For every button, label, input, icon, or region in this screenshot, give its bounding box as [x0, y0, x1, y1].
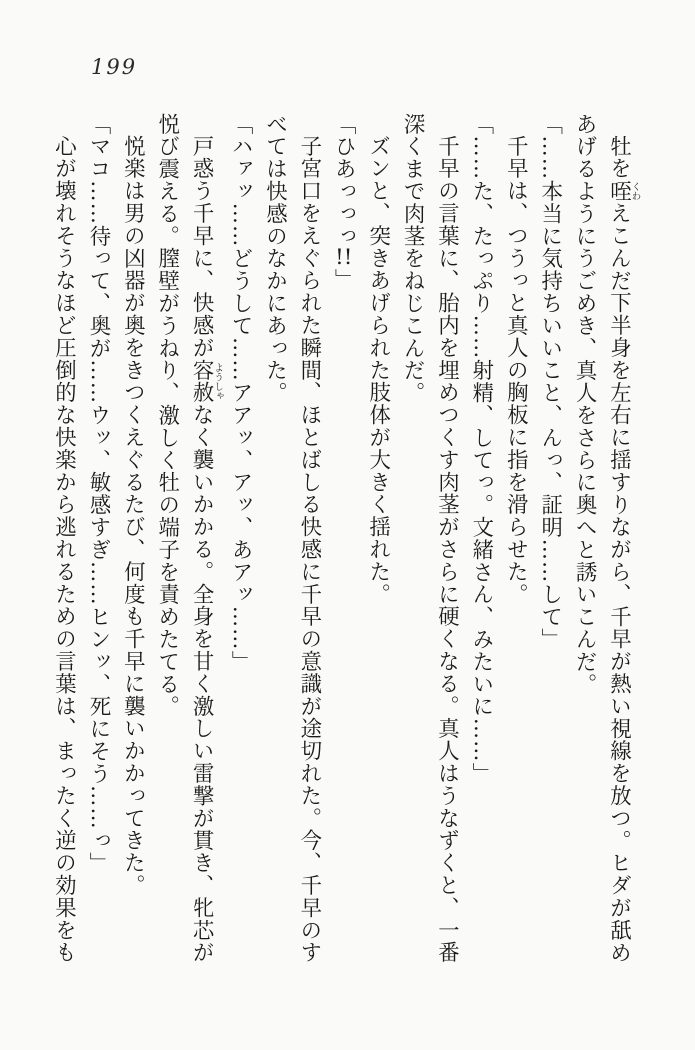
- text-line: 「……本当に気持ちいいこと、んっ、証明……して」: [537, 113, 563, 651]
- text-line: 「……た、たっぷり……射精、してっ。文緒さん、みたいに……」: [468, 113, 494, 785]
- text-line: 子宮口をえぐられた瞬間、ほとばしる快感に千早の意識が途切れた。今、千早のす: [296, 135, 322, 964]
- text-line: 千早の言葉に、胎内を埋めつくす肉茎がさらに硬くなる。真人はうなずくと、一番: [434, 135, 460, 964]
- text-line: 深くまで肉茎をねじこんだ。: [400, 113, 426, 405]
- text-line: 「マコ……待って、奥が……ウッ、敏感すぎ……ヒンッ、死にそう……っ」: [85, 113, 111, 875]
- text-line: 悦び震える。膣壁がうねり、激しく牡の端子を責めたてる。: [154, 113, 180, 718]
- page-number: 199: [91, 55, 138, 79]
- ruby-annotation: 容赦ようしゃ: [189, 359, 224, 404]
- text-line: 戸惑う千早に、快感が容赦ようしゃなく襲いかかる。全身を甘く激しい雷撃が貫き、牝芯が: [189, 135, 224, 964]
- text-line: 心が壊れそうなほど圧倒的な快楽から逃れるための言葉は、まったく逆の効果をも: [51, 135, 77, 964]
- text-line: 牡を咥くわえこんだ下半身を左右に揺すりながら、千早が熱い視線を放つ。ヒダが舐め: [606, 135, 641, 964]
- ruby-annotation: 咥くわ: [606, 179, 641, 203]
- text-line: ズンと、突きあげられた肢体が大きく揺れた。: [365, 135, 391, 606]
- tate-chu-yoko: !!: [335, 247, 353, 269]
- text-line: 「ハァッ……どうして……アアッ、アッ、あアッ……」: [228, 113, 254, 673]
- text-line: べては快感のなかにあった。: [262, 113, 288, 405]
- text-block: [46, 113, 640, 969]
- text-line: あげるようにうごめき、真人をさらに奥へと誘いこんだ。: [572, 113, 598, 696]
- text-line: 千早は、つうっと真人の胸板に指を滑らせた。: [503, 135, 529, 606]
- text-line: 「ひあっっっ!!」: [331, 113, 357, 292]
- text-line: 悦楽は男の凶器が奥をきつくえぐるたび、何度も千早に襲いかかってきた。: [120, 135, 146, 897]
